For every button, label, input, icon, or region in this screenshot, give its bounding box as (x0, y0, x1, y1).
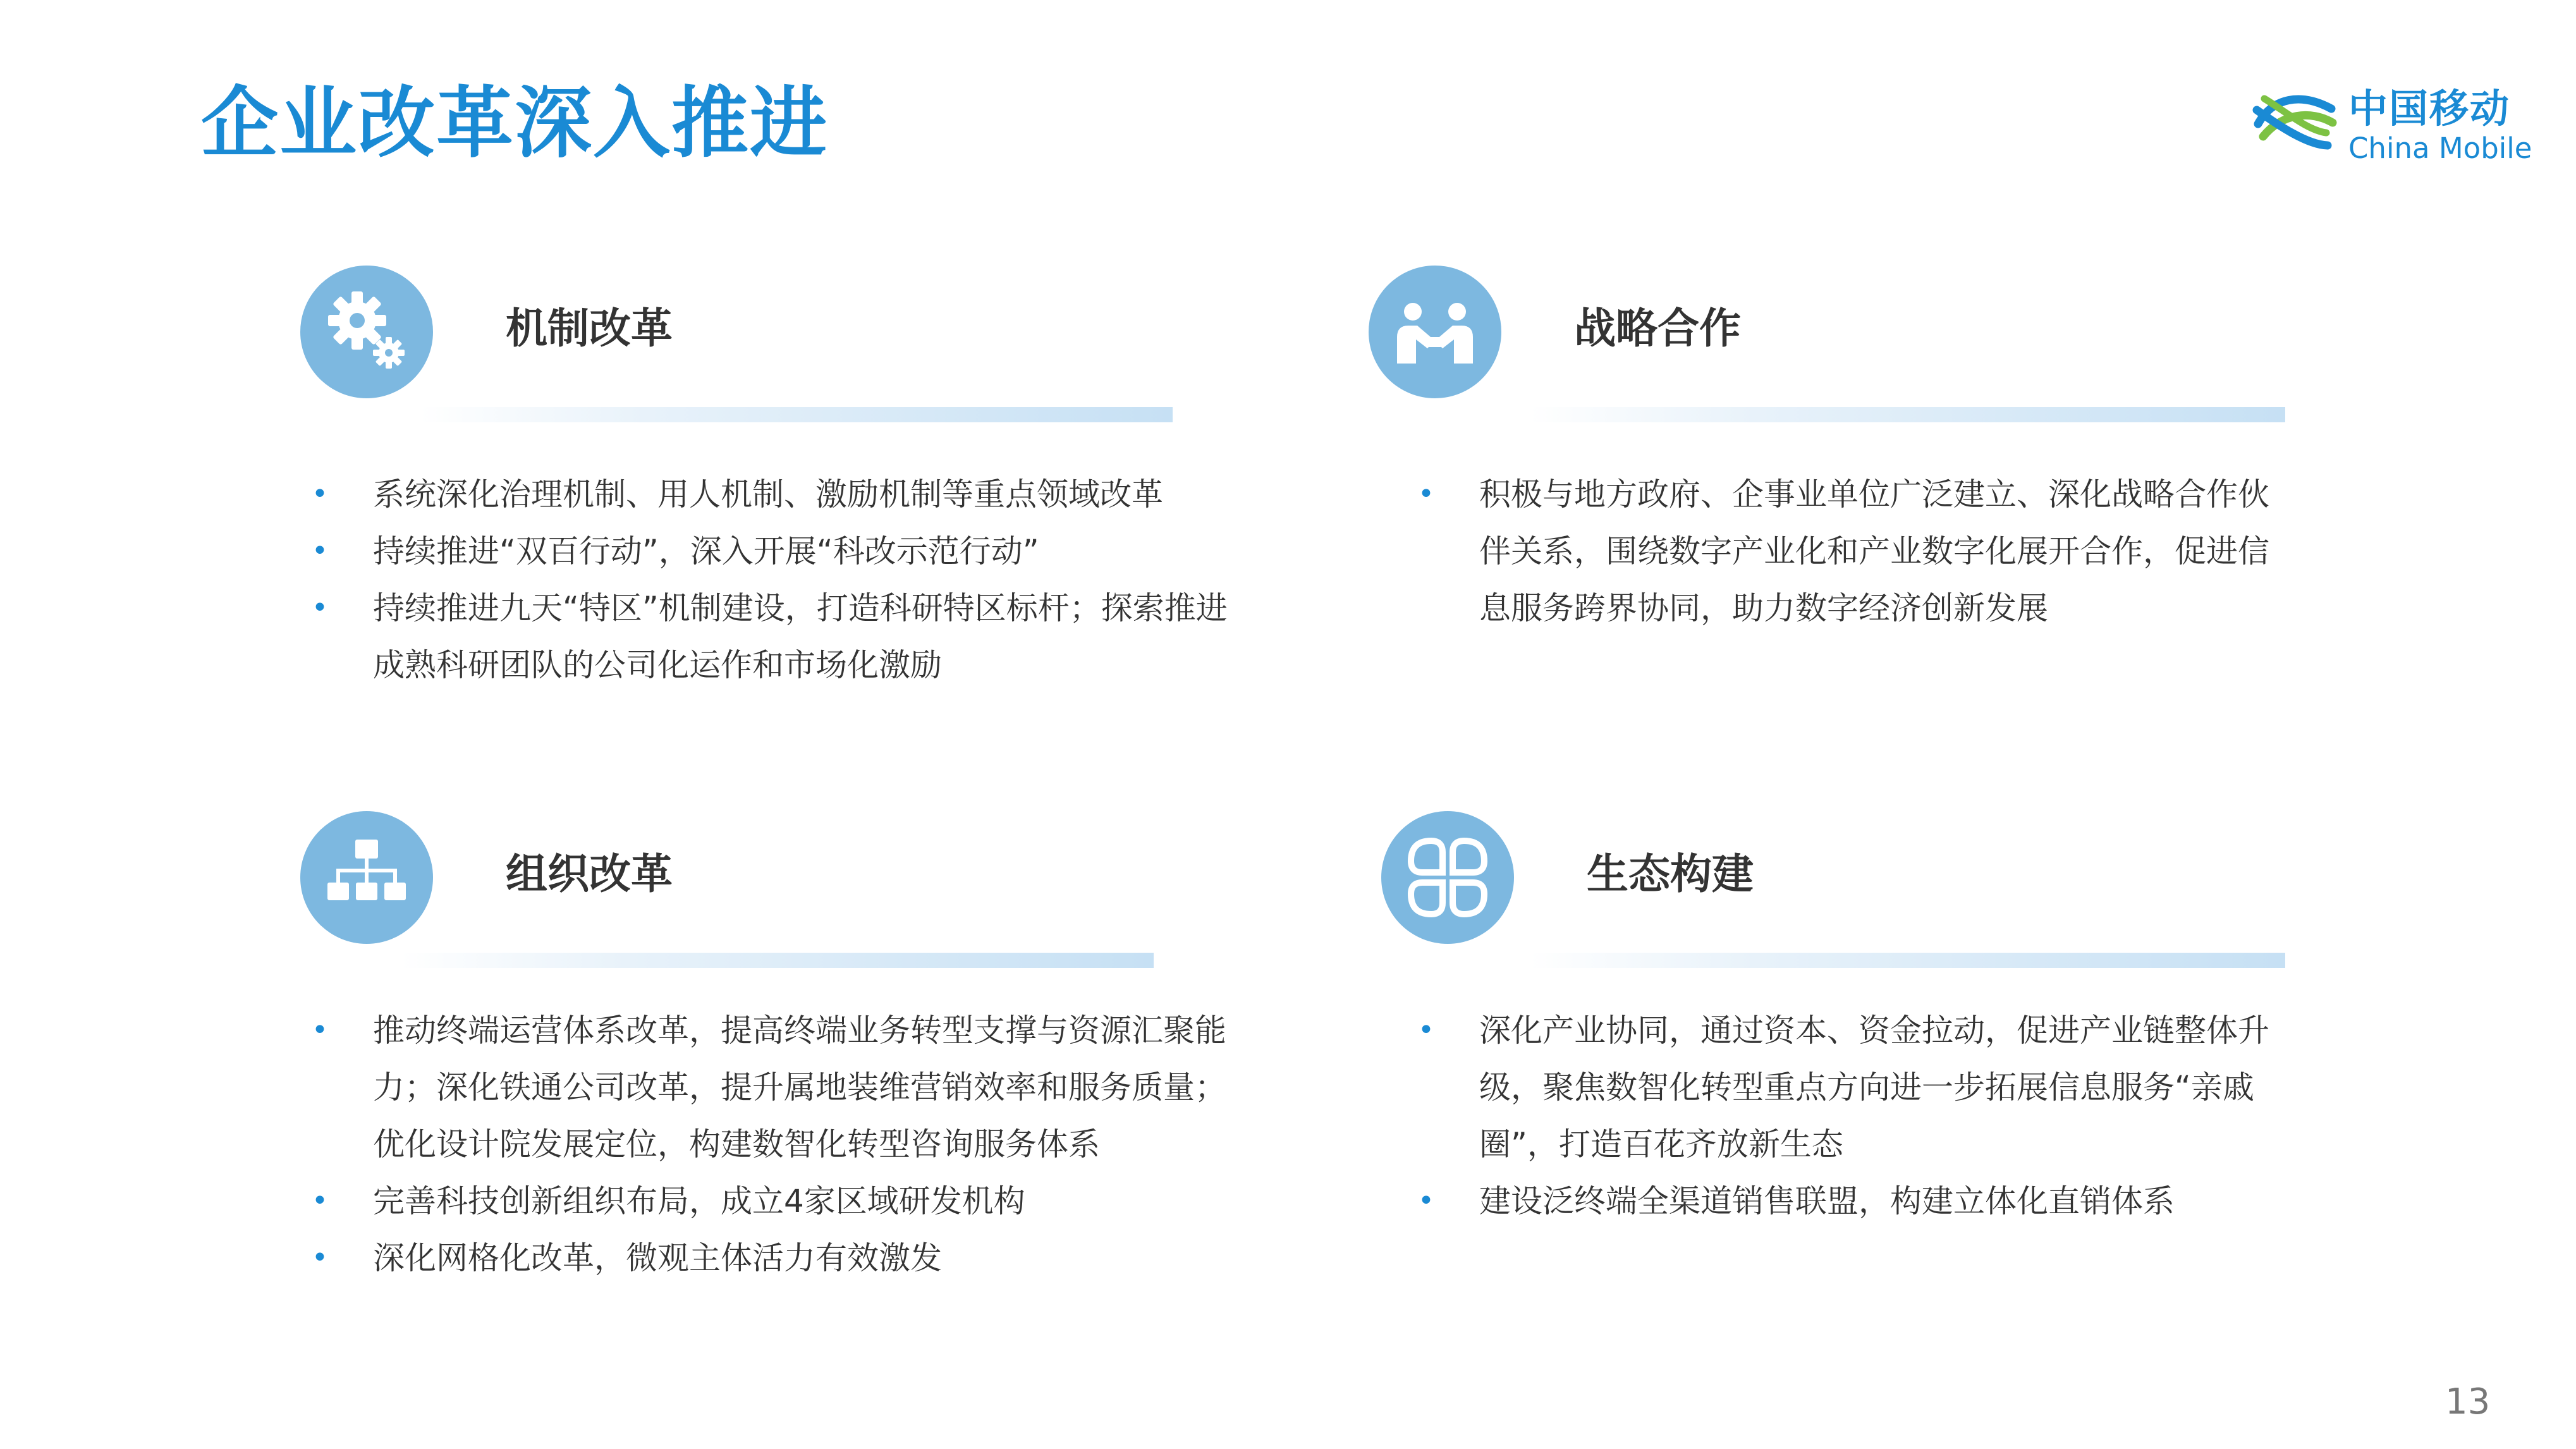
section-icon-circle (1381, 811, 1514, 944)
title-underline-bar (420, 407, 1173, 422)
china-mobile-logo-icon (2250, 85, 2339, 161)
title-underline-bar (1530, 407, 2285, 422)
ecosystem-icon (1403, 833, 1492, 922)
bullet-item: • 持续推进“双百行动”，深入开展“科改示范行动” (300, 523, 1230, 580)
bullet-list (300, 1002, 1230, 1287)
title-underline-bar (401, 953, 1154, 968)
section-title: 组织改革 (506, 850, 673, 898)
slide-title: 企业改革深入推进 (201, 78, 828, 168)
bullet-item: • 系统深化治理机制、用人机制、激励机制等重点领域改革 (300, 466, 1230, 523)
bullet-item: • 完善科技创新组织布局，成立4家区域研发机构 (300, 1173, 1230, 1230)
china-mobile-logo (2250, 82, 2532, 177)
section-icon-circle (300, 266, 433, 398)
bullet-item: • 建设泛终端全渠道销售联盟，构建立体化直销体系 (1407, 1173, 2285, 1230)
org-chart-icon (322, 833, 411, 922)
logo-text-cn: 中国移动 (2348, 85, 2511, 131)
handshake-icon (1391, 288, 1479, 376)
section-icon-circle (1369, 266, 1501, 398)
bullet-list (1407, 1002, 2285, 1230)
bullet-item: • 深化产业协同，通过资本、资金拉动，促进产业链整体升级，聚焦数智化转型重点方向进一步拓展信息服务“亲戚圈”，打造百花齐放新生态 (1407, 1002, 2285, 1173)
page-number: 13 (2445, 1381, 2491, 1422)
section-title: 生态构建 (1587, 850, 1754, 898)
bullet-item: • 推动终端运营体系改革，提高终端业务转型支撑与资源汇聚能力；深化铁通公司改革，提升属地装维营销效率和服务质量；优化设计院发展定位，构建数智化转型咨询服务体系 (300, 1002, 1230, 1173)
title-underline-bar (1530, 953, 2285, 968)
section-icon-circle (300, 811, 433, 944)
section-title: 战略合作 (1574, 304, 1741, 353)
bullet-item: • 深化网格化改革，微观主体活力有效激发 (300, 1230, 1230, 1287)
bullet-list (300, 466, 1230, 694)
logo-text-en: China Mobile (2348, 131, 2532, 165)
bullet-item: • 持续推进九天“特区”机制建设，打造科研特区标杆；探索推进成熟科研团队的公司化运作和市场化激励 (300, 580, 1230, 694)
section-title: 机制改革 (506, 304, 673, 353)
bullet-item: • 积极与地方政府、企事业单位广泛建立、深化战略合作伙伴关系，围绕数字产业化和产业数字化展开合作，促进信息服务跨界协同，助力数字经济创新发展 (1407, 466, 2285, 637)
gears-icon (322, 288, 411, 376)
bullet-list (1407, 466, 2285, 637)
